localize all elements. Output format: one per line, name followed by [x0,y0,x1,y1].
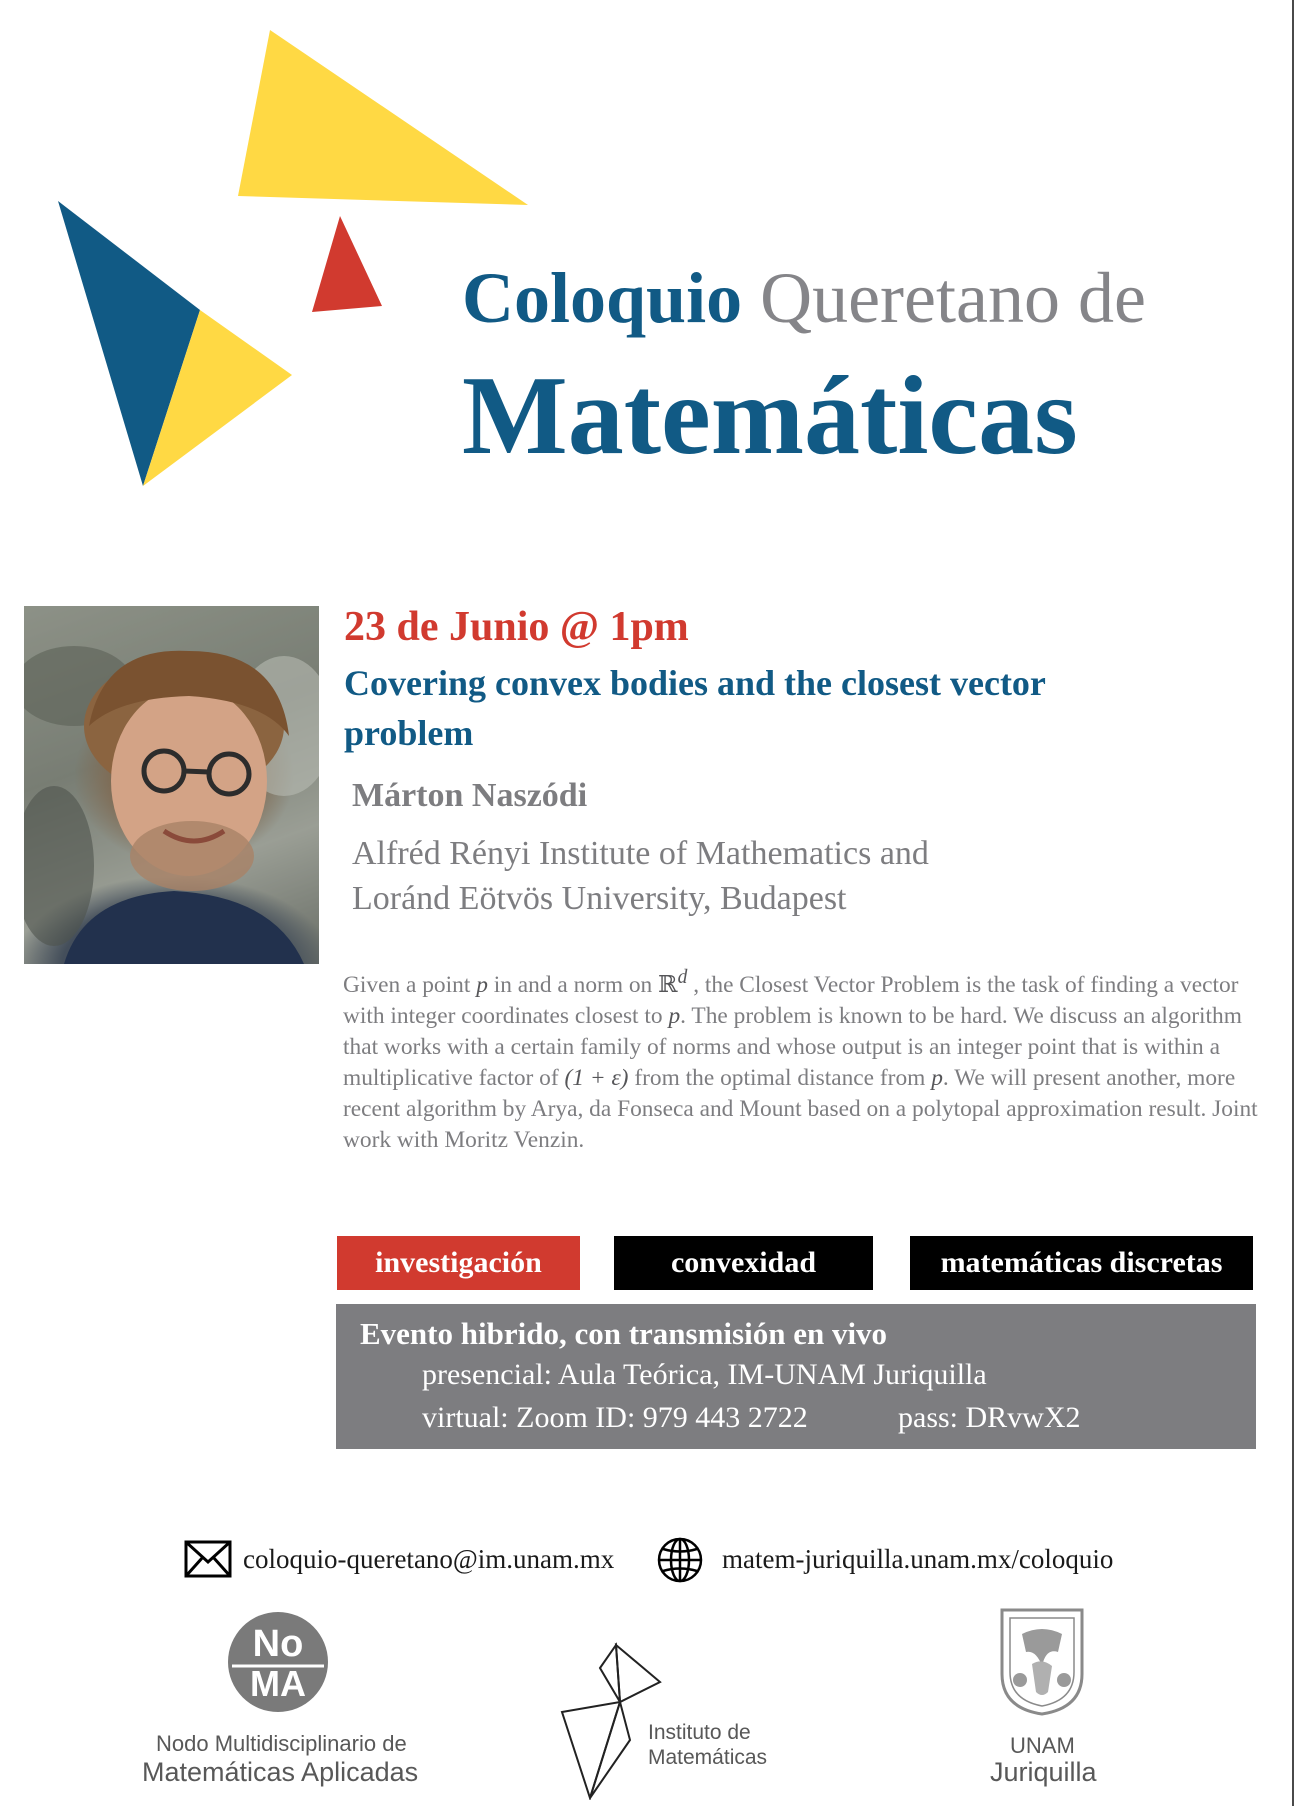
abstract-text: , the Closest Vector Problem is the task of finding a vector with integer coordinates closest to [343,971,1239,1029]
globe-icon [656,1536,704,1584]
tag-matematicas-discretas: matemáticas discretas [910,1236,1253,1290]
event-in-person: presencial: Aula Teórica, IM-UNAM Juriquilla [422,1358,987,1391]
affiliation-line-2: Loránd Eötvös University, Budapest [352,879,847,917]
colloquium-title-line2: Matemáticas [462,354,1078,478]
tag-convexidad: convexidad [614,1236,873,1290]
tag-investigacion: investigación [337,1236,580,1290]
speaker-photo-illustration [24,606,319,964]
logo-yellow-triangle-top [238,30,528,205]
title-word-queretano: Queretano de [760,258,1146,338]
envelope-icon [184,1540,232,1578]
contact-website-link[interactable]: matem-juriquilla.unam.mx/coloquio [722,1544,1114,1574]
math-one-plus-epsilon: (1 + ε) [564,1064,629,1091]
speaker-photo [24,606,319,964]
event-virtual-zoom: virtual: Zoom ID: 979 443 2722 [422,1401,808,1434]
talk-title: Covering convex bodies and the closest vector problem [344,663,1046,754]
abstract-text: . We will present another, more recent algorithm by Arya, da Fonseca and Mount based on a polytopal approximation result. Joint work with Moritz Venzin. [343,1064,1258,1153]
contact-email-link[interactable]: coloquio-queretano@im.unam.mx [243,1544,615,1574]
abstract-text: in and a norm on [493,971,653,998]
unam-seal-logo [992,1604,1092,1716]
event-info-box [336,1304,1256,1449]
talk-abstract [343,962,1273,1156]
speaker-name: Márton Naszódi [352,777,588,814]
title-word-coloquio: Coloquio [462,258,743,338]
abstract-text: Given a point [343,971,471,998]
im-caption-line-1: Instituto de [648,1721,751,1744]
nodo-caption-line-1: Nodo Multidisciplinario de [156,1731,407,1756]
svg-text:MA: MA [250,1663,306,1704]
math-p: p [476,971,488,998]
abstract-text: from the optimal distance from [634,1064,926,1091]
instituto-matematicas-logo [560,1640,670,1800]
logo-red-triangle [312,216,382,312]
abstract-text: . The problem is known to be hard. We discuss an algorithm that works with a certain family of norms and whose output is an integer point that is within a multiplicative factor of [343,1002,1242,1091]
math-reals: ℝ [658,969,678,998]
unam-caption-line-1: UNAM [1010,1733,1075,1758]
math-p: p [668,1002,681,1029]
speaker-affiliation [352,832,1072,922]
svg-text:No: No [252,1623,304,1665]
colloquium-title-line1 [462,258,1146,338]
event-heading: Evento hibrido, con transmisión en vivo [360,1316,888,1351]
nodo-logo [226,1610,330,1714]
im-caption-line-2: Matemáticas [648,1746,768,1769]
math-d: d [677,967,688,988]
event-zoom-pass: pass: DRvwX2 [898,1401,1081,1434]
unam-caption-line-2: Juriquilla [990,1757,1097,1787]
talk-date: 23 de Junio @ 1pm [344,604,689,650]
math-p: p [931,1064,943,1091]
nodo-caption-line-2: Matemáticas Aplicadas [142,1757,419,1787]
affiliation-line-1: Alfréd Rényi Institute of Mathematics and [352,835,929,872]
